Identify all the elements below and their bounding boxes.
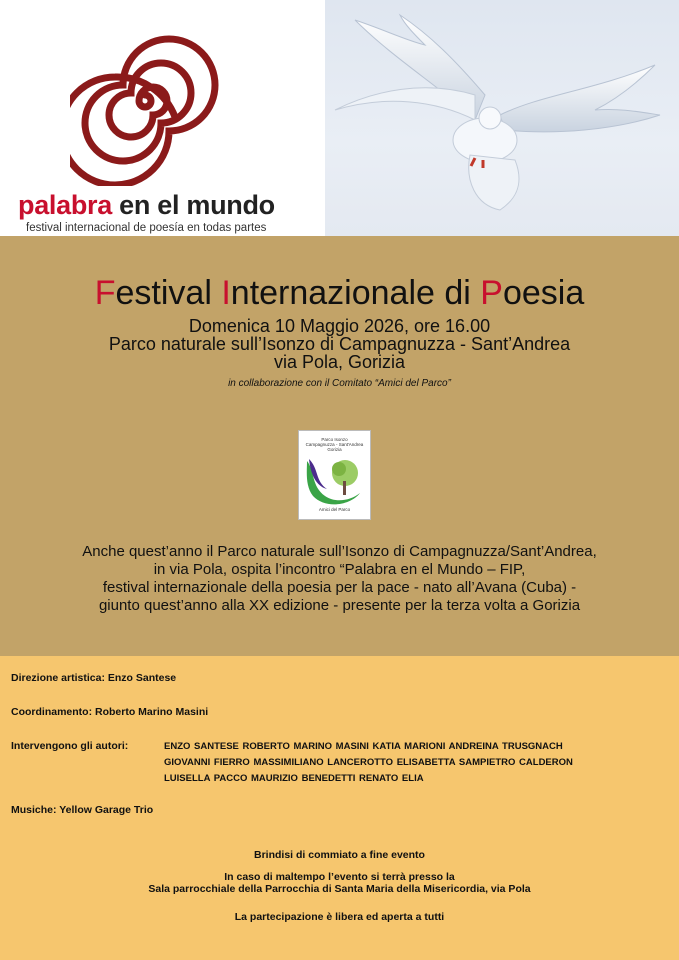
credits-section — [0, 656, 679, 960]
description-line-4: giunto quest’anno alla XX edizione - presente per la terza volta a Gorizia — [98, 597, 581, 614]
authors-row-1: ENZO SANTESE ROBERTO MARINO MASINI KATIA MARIONI ANDREINA TRUSGNACH — [164, 741, 563, 752]
poster-header — [0, 0, 679, 236]
logo-subtitle: festival internacional de poesía en todas partes — [26, 222, 267, 234]
dove-icon — [325, 0, 679, 236]
music-credit: Musiche: Yellow Garage Trio — [11, 804, 154, 816]
dove-photo — [325, 0, 679, 236]
artistic-direction: Direzione artistica: Enzo Santese — [11, 672, 177, 684]
authors-label: Intervengono gli autori: — [11, 740, 129, 752]
description-line-2: in via Pola, ospita l’incontro “Palabra en el Mundo – FIP, — [153, 561, 526, 578]
park-committee-logo: Parco Isonzo Campagnuzza - Sant'Andrea Gorizia Amici del Parco — [298, 430, 371, 520]
tree-river-icon — [305, 451, 365, 506]
event-date-time: Domenica 10 Maggio 2026, ore 16.00 — [188, 316, 491, 336]
event-info-band — [0, 236, 679, 656]
description-line-3: festival internazionale della poesia per la pace - nato all’Avana (Cuba) - — [102, 579, 577, 596]
event-address: via Pola, Gorizia — [273, 352, 406, 372]
bad-weather-line-1: In caso di maltempo l’evento si terrà presso la — [224, 871, 455, 883]
free-entry-note: La partecipazione è libera ed aperta a tutti — [234, 911, 445, 923]
spiral-icon — [70, 16, 220, 186]
authors-row-3: LUISELLA PACCO MAURIZIO BENEDETTI RENATO ELIA — [164, 773, 424, 784]
collaboration-note: in collaborazione con il Comitato “Amici del Parco” — [228, 378, 451, 389]
festival-logo — [0, 0, 325, 236]
logo-title-rest: en el mundo — [111, 190, 275, 220]
event-venue: Parco naturale sull’Isonzo di Campagnuzza - Sant’Andrea — [108, 334, 571, 354]
authors-row-2: GIOVANNI FIERRO MASSIMILIANO LANCEROTTO ELISABETTA SAMPIETRO CALDERON — [164, 757, 573, 768]
farewell-toast: Brindisi di commiato a fine evento — [254, 849, 425, 861]
logo-title-palabra: palabra — [18, 190, 112, 220]
coordination: Coordinamento: Roberto Marino Masini — [11, 706, 209, 718]
description-line-1: Anche quest’anno il Parco naturale sull’Isonzo di Campagnuzza/Sant’Andrea, — [82, 543, 597, 560]
festival-title: Festival Internazionale di Poesia — [94, 274, 585, 312]
logo-title — [18, 190, 275, 221]
bad-weather-line-2: Sala parrocchiale della Parrocchia di Santa Maria della Misericordia, via Pola — [148, 883, 531, 895]
